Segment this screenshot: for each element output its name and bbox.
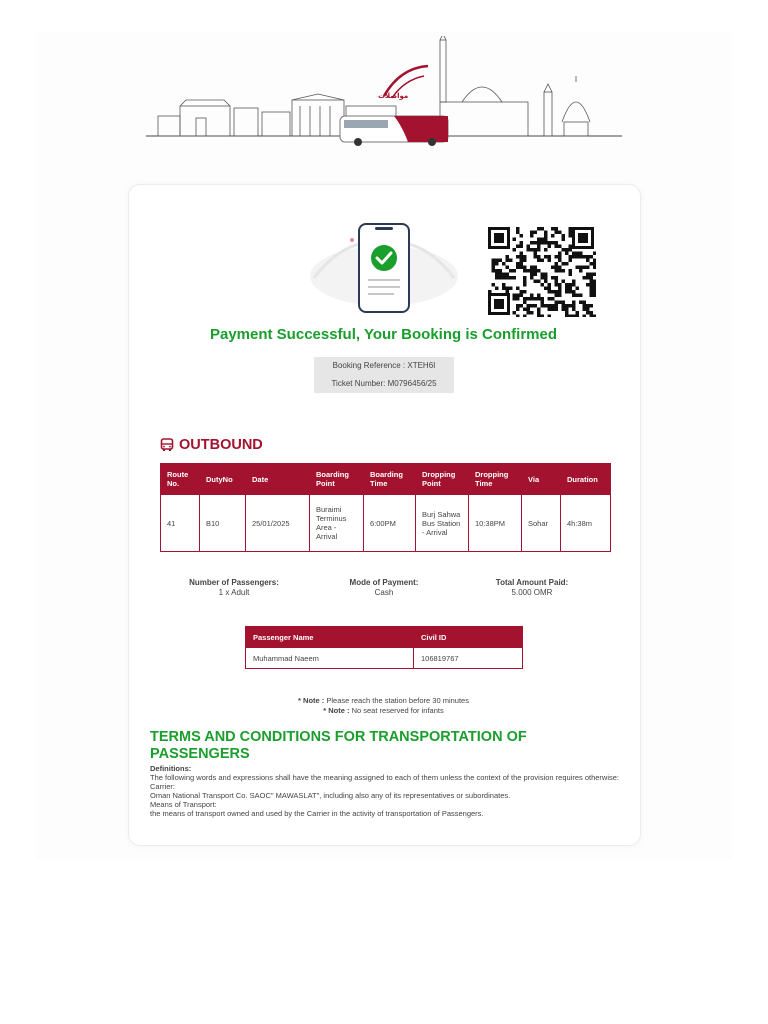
col-duty-no: DutyNo [200,464,246,495]
cell-dropping-point: Burj Sahwa Bus Station - Arrival [416,495,469,552]
col-boarding-point: Boarding Point [310,464,364,495]
cell-civil-id: 106819767 [414,648,523,669]
col-date: Date [246,464,310,495]
cell-boarding-time: 6:00PM [364,495,416,552]
total-amount-value: 5.000 OMR [511,588,553,597]
cell-dropping-time: 10:38PM [469,495,522,552]
qr-code [486,225,596,317]
definitions-label: Definitions: [150,764,192,773]
cell-date: 25/01/2025 [246,495,310,552]
total-amount [472,578,592,598]
check-icon [371,245,397,271]
means-label: Means of Transport: [150,800,217,809]
passenger-count [174,578,294,598]
outbound-heading [160,437,263,453]
mwasalat-logo [378,66,428,100]
mwasalat-header-illustration [144,36,624,148]
note-line-2 [128,706,639,716]
payment-mode [324,578,444,598]
booking-reference-box [314,357,454,393]
carrier-label: Carrier: [150,782,176,791]
terms-title: TERMS AND CONDITIONS FOR TRANSPORTATION OF PASSENGERS [150,729,527,762]
table-row [246,648,523,669]
col-boarding-time: Boarding Time [364,464,416,495]
payment-success-message: Payment Successful, Your Booking is Confirmed [209,326,558,343]
outbound-route-table [160,463,611,552]
route-table-header [161,464,611,495]
outbound-title: OUTBOUND [179,437,263,453]
col-passenger-name: Passenger Name [246,627,414,648]
col-route-no: Route No. [161,464,200,495]
notes [128,696,639,716]
cell-via: Sohar [522,495,561,552]
definitions-text: The following words and expressions shall have the meaning assigned to each of them unless the context of the provision requires otherwise: [150,773,620,782]
carrier-text: Oman National Transport Co. SAOC" MAWASLAT", including also any of its representatives or subordinates. [150,791,511,800]
ticket-number: Ticket Number: M0796456/25 [331,379,437,388]
cell-passenger-name: Muhammad Naeem [246,648,414,669]
note-text-1: Please reach the station before 30 minutes [326,696,469,705]
cell-route-no: 41 [161,495,200,552]
cell-boarding-point: Buraimi Terminus Area - Arrival [310,495,364,552]
note-label: * Note : [323,706,350,715]
payment-mode-label: Mode of Payment: [349,578,419,587]
col-via: Via [522,464,561,495]
payment-mode-value: Cash [374,588,394,597]
cell-duty-no: B10 [200,495,246,552]
payment-success-illustration [304,218,464,318]
passenger-count-value: 1 x Adult [218,588,250,597]
bus-illustration [340,116,448,146]
col-duration: Duration [561,464,611,495]
note-text-2: No seat reserved for infants [351,706,444,715]
note-line-1 [128,696,639,706]
passenger-table [245,626,523,669]
terms-body [150,764,620,818]
total-amount-label: Total Amount Paid: [495,578,569,587]
booking-reference: Booking Reference : XTEH6I [332,361,436,370]
passenger-table-header [246,627,523,648]
col-civil-id: Civil ID [414,627,523,648]
table-row [161,495,611,552]
cell-duration: 4h:38m [561,495,611,552]
col-dropping-time: Dropping Time [469,464,522,495]
note-label: * Note : [298,696,325,705]
svg-text:مواصلات: مواصلات [378,92,409,100]
bus-icon [160,438,174,452]
passenger-count-label: Number of Passengers: [189,578,279,587]
col-dropping-point: Dropping Point [416,464,469,495]
means-text: the means of transport owned and used by the Carrier in the activity of transportation of Passengers. [150,809,484,818]
